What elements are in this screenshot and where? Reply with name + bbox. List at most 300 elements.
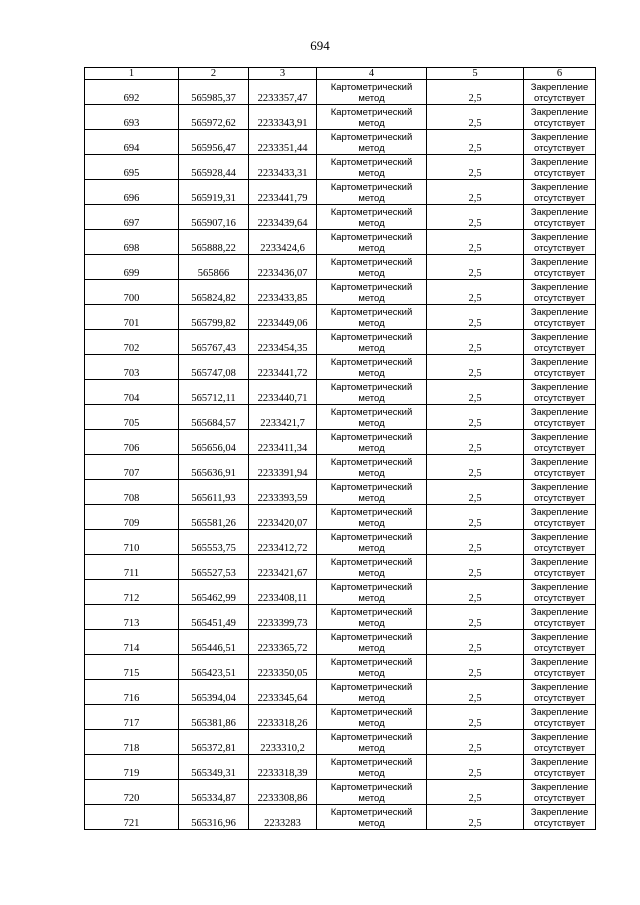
method-line-2: метод (358, 743, 385, 754)
accuracy-cell: 2,5 (427, 280, 524, 305)
x-coordinate-cell: 565656,04 (179, 430, 249, 455)
method-line-1: Картометрический (330, 307, 413, 318)
fixation-cell (524, 430, 596, 455)
accuracy-cell: 2,5 (427, 805, 524, 830)
table-row (85, 505, 596, 530)
method-line-2: метод (358, 718, 385, 729)
fixation-line-2: отсутствует (534, 268, 585, 279)
point-number-cell: 713 (85, 605, 179, 630)
method-line-1: Картометрический (330, 682, 413, 693)
method-cell (317, 155, 427, 180)
fixation-line-2: отсутствует (534, 493, 585, 504)
table-row (85, 630, 596, 655)
method-line-1: Картометрический (330, 382, 413, 393)
point-number-cell: 709 (85, 505, 179, 530)
accuracy-cell: 2,5 (427, 255, 524, 280)
method-line-1: Картометрический (330, 507, 413, 518)
method-cell (317, 105, 427, 130)
fixation-line-2: отсутствует (534, 668, 585, 679)
fixation-line-1: Закрепление (530, 82, 589, 93)
fixation-line-1: Закрепление (530, 332, 589, 343)
method-line-1: Картометрический (330, 182, 413, 193)
accuracy-cell: 2,5 (427, 355, 524, 380)
fixation-line-1: Закрепление (530, 382, 589, 393)
accuracy-cell: 2,5 (427, 730, 524, 755)
method-cell (317, 630, 427, 655)
table-row (85, 730, 596, 755)
point-number-cell: 710 (85, 530, 179, 555)
fixation-line-1: Закрепление (530, 457, 589, 468)
fixation-line-1: Закрепление (530, 307, 589, 318)
x-coordinate-cell: 565972,62 (179, 105, 249, 130)
accuracy-cell: 2,5 (427, 480, 524, 505)
y-coordinate-cell: 2233449,06 (249, 305, 317, 330)
fixation-cell (524, 605, 596, 630)
fixation-line-2: отсутствует (534, 518, 585, 529)
fixation-line-1: Закрепление (530, 507, 589, 518)
table-row (85, 130, 596, 155)
x-coordinate-cell: 565446,51 (179, 630, 249, 655)
fixation-line-2: отсутствует (534, 418, 585, 429)
fixation-cell (524, 380, 596, 405)
method-line-1: Картометрический (330, 282, 413, 293)
point-number-cell: 697 (85, 205, 179, 230)
column-header-2: 2 (179, 68, 249, 80)
method-line-1: Картометрический (330, 132, 413, 143)
method-cell (317, 755, 427, 780)
fixation-line-2: отсутствует (534, 443, 585, 454)
x-coordinate-cell: 565824,82 (179, 280, 249, 305)
point-number-cell: 693 (85, 105, 179, 130)
accuracy-cell: 2,5 (427, 705, 524, 730)
method-line-1: Картометрический (330, 707, 413, 718)
method-cell (317, 605, 427, 630)
fixation-cell (524, 305, 596, 330)
method-line-1: Картометрический (330, 257, 413, 268)
column-header-3: 3 (249, 68, 317, 80)
fixation-line-2: отсутствует (534, 543, 585, 554)
y-coordinate-cell: 2233318,39 (249, 755, 317, 780)
fixation-cell (524, 130, 596, 155)
fixation-line-2: отсутствует (534, 93, 585, 104)
fixation-line-2: отсутствует (534, 718, 585, 729)
x-coordinate-cell: 565636,91 (179, 455, 249, 480)
method-cell (317, 205, 427, 230)
point-number-cell: 704 (85, 380, 179, 405)
y-coordinate-cell: 2233411,34 (249, 430, 317, 455)
method-cell (317, 305, 427, 330)
x-coordinate-cell: 565527,53 (179, 555, 249, 580)
table-row (85, 605, 596, 630)
y-coordinate-cell: 2233350,05 (249, 655, 317, 680)
x-coordinate-cell: 565907,16 (179, 205, 249, 230)
point-number-cell: 717 (85, 705, 179, 730)
method-cell (317, 455, 427, 480)
fixation-cell (524, 705, 596, 730)
method-cell (317, 705, 427, 730)
table-row (85, 555, 596, 580)
accuracy-cell: 2,5 (427, 305, 524, 330)
table-row (85, 155, 596, 180)
table-row (85, 255, 596, 280)
table-row (85, 655, 596, 680)
fixation-line-1: Закрепление (530, 357, 589, 368)
method-line-2: метод (358, 193, 385, 204)
y-coordinate-cell: 2233440,71 (249, 380, 317, 405)
fixation-line-1: Закрепление (530, 682, 589, 693)
fixation-cell (524, 180, 596, 205)
point-number-cell: 715 (85, 655, 179, 680)
fixation-line-1: Закрепление (530, 607, 589, 618)
fixation-line-1: Закрепление (530, 532, 589, 543)
method-line-2: метод (358, 93, 385, 104)
method-line-2: метод (358, 343, 385, 354)
fixation-cell (524, 230, 596, 255)
fixation-line-1: Закрепление (530, 782, 589, 793)
y-coordinate-cell: 2233318,26 (249, 705, 317, 730)
method-line-2: метод (358, 768, 385, 779)
method-cell (317, 405, 427, 430)
method-line-2: метод (358, 618, 385, 629)
fixation-line-2: отсутствует (534, 168, 585, 179)
fixation-cell (524, 105, 596, 130)
y-coordinate-cell: 2233439,64 (249, 205, 317, 230)
y-coordinate-cell: 2233424,6 (249, 230, 317, 255)
point-number-cell: 712 (85, 580, 179, 605)
column-header-6: 6 (524, 68, 596, 80)
fixation-line-2: отсутствует (534, 118, 585, 129)
method-line-1: Картометрический (330, 332, 413, 343)
method-line-2: метод (358, 143, 385, 154)
method-line-2: метод (358, 418, 385, 429)
y-coordinate-cell: 2233365,72 (249, 630, 317, 655)
fixation-line-2: отсутствует (534, 368, 585, 379)
method-line-1: Картометрический (330, 407, 413, 418)
accuracy-cell: 2,5 (427, 80, 524, 105)
accuracy-cell: 2,5 (427, 605, 524, 630)
point-number-cell: 705 (85, 405, 179, 430)
fixation-line-1: Закрепление (530, 557, 589, 568)
method-line-2: метод (358, 693, 385, 704)
method-line-1: Картометрический (330, 607, 413, 618)
fixation-cell (524, 730, 596, 755)
fixation-line-1: Закрепление (530, 732, 589, 743)
method-line-1: Картометрический (330, 582, 413, 593)
accuracy-cell: 2,5 (427, 230, 524, 255)
fixation-line-1: Закрепление (530, 257, 589, 268)
column-header-1: 1 (85, 68, 179, 80)
x-coordinate-cell: 565316,96 (179, 805, 249, 830)
y-coordinate-cell: 2233343,91 (249, 105, 317, 130)
table-row (85, 305, 596, 330)
method-line-1: Картометрический (330, 757, 413, 768)
method-line-2: метод (358, 643, 385, 654)
fixation-cell (524, 330, 596, 355)
x-coordinate-cell: 565462,99 (179, 580, 249, 605)
y-coordinate-cell: 2233357,47 (249, 80, 317, 105)
fixation-cell (524, 455, 596, 480)
fixation-line-1: Закрепление (530, 757, 589, 768)
accuracy-cell: 2,5 (427, 105, 524, 130)
table-row (85, 205, 596, 230)
fixation-cell (524, 780, 596, 805)
table-row (85, 355, 596, 380)
fixation-line-2: отсутствует (534, 568, 585, 579)
x-coordinate-cell: 565985,37 (179, 80, 249, 105)
fixation-cell (524, 655, 596, 680)
method-line-2: метод (358, 118, 385, 129)
method-line-2: метод (358, 493, 385, 504)
y-coordinate-cell: 2233421,7 (249, 405, 317, 430)
accuracy-cell: 2,5 (427, 680, 524, 705)
y-coordinate-cell: 2233412,72 (249, 530, 317, 555)
y-coordinate-cell: 2233399,73 (249, 605, 317, 630)
y-coordinate-cell: 2233433,31 (249, 155, 317, 180)
method-line-1: Картометрический (330, 82, 413, 93)
method-cell (317, 80, 427, 105)
method-line-2: метод (358, 443, 385, 454)
fixation-line-2: отсутствует (534, 243, 585, 254)
y-coordinate-cell: 2233283 (249, 805, 317, 830)
fixation-cell (524, 680, 596, 705)
method-line-2: метод (358, 543, 385, 554)
y-coordinate-cell: 2233433,85 (249, 280, 317, 305)
x-coordinate-cell: 565712,11 (179, 380, 249, 405)
method-cell (317, 130, 427, 155)
fixation-line-2: отсутствует (534, 618, 585, 629)
method-line-1: Картометрический (330, 457, 413, 468)
fixation-cell (524, 805, 596, 830)
fixation-line-2: отсутствует (534, 768, 585, 779)
x-coordinate-cell: 565866 (179, 255, 249, 280)
point-number-cell: 716 (85, 680, 179, 705)
method-line-1: Картометрический (330, 557, 413, 568)
x-coordinate-cell: 565372,81 (179, 730, 249, 755)
y-coordinate-cell: 2233345,64 (249, 680, 317, 705)
method-cell (317, 255, 427, 280)
table-row (85, 430, 596, 455)
fixation-cell (524, 555, 596, 580)
accuracy-cell: 2,5 (427, 455, 524, 480)
fixation-line-1: Закрепление (530, 157, 589, 168)
y-coordinate-cell: 2233351,44 (249, 130, 317, 155)
table-row (85, 405, 596, 430)
method-cell (317, 530, 427, 555)
point-number-cell: 703 (85, 355, 179, 380)
table-row (85, 680, 596, 705)
method-cell (317, 180, 427, 205)
x-coordinate-cell: 565956,47 (179, 130, 249, 155)
method-line-2: метод (358, 668, 385, 679)
point-number-cell: 692 (85, 80, 179, 105)
fixation-line-1: Закрепление (530, 482, 589, 493)
accuracy-cell: 2,5 (427, 405, 524, 430)
method-cell (317, 555, 427, 580)
method-line-1: Картометрический (330, 107, 413, 118)
method-line-2: метод (358, 568, 385, 579)
fixation-line-1: Закрепление (530, 132, 589, 143)
table-row (85, 755, 596, 780)
method-line-1: Картометрический (330, 157, 413, 168)
fixation-line-2: отсутствует (534, 743, 585, 754)
method-line-2: метод (358, 293, 385, 304)
method-cell (317, 355, 427, 380)
x-coordinate-cell: 565553,75 (179, 530, 249, 555)
fixation-line-1: Закрепление (530, 107, 589, 118)
accuracy-cell: 2,5 (427, 155, 524, 180)
method-line-1: Картометрический (330, 357, 413, 368)
method-line-2: метод (358, 268, 385, 279)
y-coordinate-cell: 2233391,94 (249, 455, 317, 480)
fixation-cell (524, 530, 596, 555)
method-line-2: метод (358, 593, 385, 604)
method-line-1: Картометрический (330, 632, 413, 643)
point-number-cell: 718 (85, 730, 179, 755)
method-cell (317, 380, 427, 405)
accuracy-cell: 2,5 (427, 555, 524, 580)
accuracy-cell: 2,5 (427, 180, 524, 205)
fixation-line-1: Закрепление (530, 432, 589, 443)
fixation-line-1: Закрепление (530, 407, 589, 418)
fixation-cell (524, 630, 596, 655)
point-number-cell: 706 (85, 430, 179, 455)
accuracy-cell: 2,5 (427, 505, 524, 530)
fixation-line-1: Закрепление (530, 282, 589, 293)
y-coordinate-cell: 2233308,86 (249, 780, 317, 805)
x-coordinate-cell: 565349,31 (179, 755, 249, 780)
fixation-line-2: отсутствует (534, 218, 585, 229)
method-cell (317, 805, 427, 830)
fixation-line-2: отсутствует (534, 593, 585, 604)
column-header-4: 4 (317, 68, 427, 80)
table-row (85, 455, 596, 480)
point-number-cell: 696 (85, 180, 179, 205)
fixation-line-1: Закрепление (530, 632, 589, 643)
method-line-2: метод (358, 818, 385, 829)
fixation-line-2: отсутствует (534, 343, 585, 354)
method-cell (317, 480, 427, 505)
method-line-2: метод (358, 368, 385, 379)
fixation-line-1: Закрепление (530, 657, 589, 668)
fixation-line-1: Закрепление (530, 707, 589, 718)
method-line-1: Картометрический (330, 807, 413, 818)
fixation-cell (524, 255, 596, 280)
table-row (85, 480, 596, 505)
point-number-cell: 698 (85, 230, 179, 255)
fixation-cell (524, 580, 596, 605)
fixation-line-2: отсутствует (534, 643, 585, 654)
fixation-line-2: отсутствует (534, 693, 585, 704)
fixation-line-1: Закрепление (530, 207, 589, 218)
fixation-line-2: отсутствует (534, 318, 585, 329)
y-coordinate-cell: 2233310,2 (249, 730, 317, 755)
x-coordinate-cell: 565928,44 (179, 155, 249, 180)
method-line-2: метод (358, 518, 385, 529)
x-coordinate-cell: 565334,87 (179, 780, 249, 805)
method-line-2: метод (358, 793, 385, 804)
table-row (85, 805, 596, 830)
point-number-cell: 708 (85, 480, 179, 505)
method-cell (317, 680, 427, 705)
fixation-line-2: отсутствует (534, 193, 585, 204)
y-coordinate-cell: 2233436,07 (249, 255, 317, 280)
accuracy-cell: 2,5 (427, 530, 524, 555)
table-row (85, 380, 596, 405)
table-row (85, 80, 596, 105)
method-line-1: Картометрический (330, 532, 413, 543)
method-line-1: Картометрический (330, 482, 413, 493)
y-coordinate-cell: 2233454,35 (249, 330, 317, 355)
point-number-cell: 721 (85, 805, 179, 830)
accuracy-cell: 2,5 (427, 755, 524, 780)
table-row (85, 330, 596, 355)
method-cell (317, 730, 427, 755)
accuracy-cell: 2,5 (427, 205, 524, 230)
accuracy-cell: 2,5 (427, 330, 524, 355)
fixation-line-2: отсутствует (534, 143, 585, 154)
accuracy-cell: 2,5 (427, 780, 524, 805)
accuracy-cell: 2,5 (427, 430, 524, 455)
fixation-line-2: отсутствует (534, 818, 585, 829)
fixation-cell (524, 80, 596, 105)
table-header-row (85, 68, 596, 80)
fixation-line-1: Закрепление (530, 182, 589, 193)
x-coordinate-cell: 565394,04 (179, 680, 249, 705)
fixation-line-2: отсутствует (534, 393, 585, 404)
accuracy-cell: 2,5 (427, 630, 524, 655)
y-coordinate-cell: 2233441,79 (249, 180, 317, 205)
fixation-line-1: Закрепление (530, 582, 589, 593)
point-number-cell: 714 (85, 630, 179, 655)
method-cell (317, 505, 427, 530)
x-coordinate-cell: 565611,93 (179, 480, 249, 505)
column-header-5: 5 (427, 68, 524, 80)
fixation-cell (524, 155, 596, 180)
table-row (85, 580, 596, 605)
accuracy-cell: 2,5 (427, 130, 524, 155)
point-number-cell: 719 (85, 755, 179, 780)
method-line-2: метод (358, 243, 385, 254)
x-coordinate-cell: 565919,31 (179, 180, 249, 205)
method-line-2: метод (358, 393, 385, 404)
method-line-1: Картометрический (330, 207, 413, 218)
fixation-cell (524, 280, 596, 305)
x-coordinate-cell: 565451,49 (179, 605, 249, 630)
y-coordinate-cell: 2233441,72 (249, 355, 317, 380)
fixation-line-1: Закрепление (530, 807, 589, 818)
table-row (85, 180, 596, 205)
fixation-cell (524, 205, 596, 230)
page-number: 694 (310, 38, 330, 53)
x-coordinate-cell: 565888,22 (179, 230, 249, 255)
fixation-cell (524, 505, 596, 530)
method-cell (317, 430, 427, 455)
coordinates-table (84, 67, 596, 830)
method-cell (317, 780, 427, 805)
fixation-cell (524, 480, 596, 505)
x-coordinate-cell: 565423,51 (179, 655, 249, 680)
fixation-line-2: отсутствует (534, 293, 585, 304)
fixation-cell (524, 405, 596, 430)
point-number-cell: 720 (85, 780, 179, 805)
table-row (85, 230, 596, 255)
method-line-2: метод (358, 468, 385, 479)
method-line-2: метод (358, 218, 385, 229)
y-coordinate-cell: 2233393,59 (249, 480, 317, 505)
fixation-cell (524, 755, 596, 780)
method-cell (317, 580, 427, 605)
fixation-line-2: отсутствует (534, 468, 585, 479)
